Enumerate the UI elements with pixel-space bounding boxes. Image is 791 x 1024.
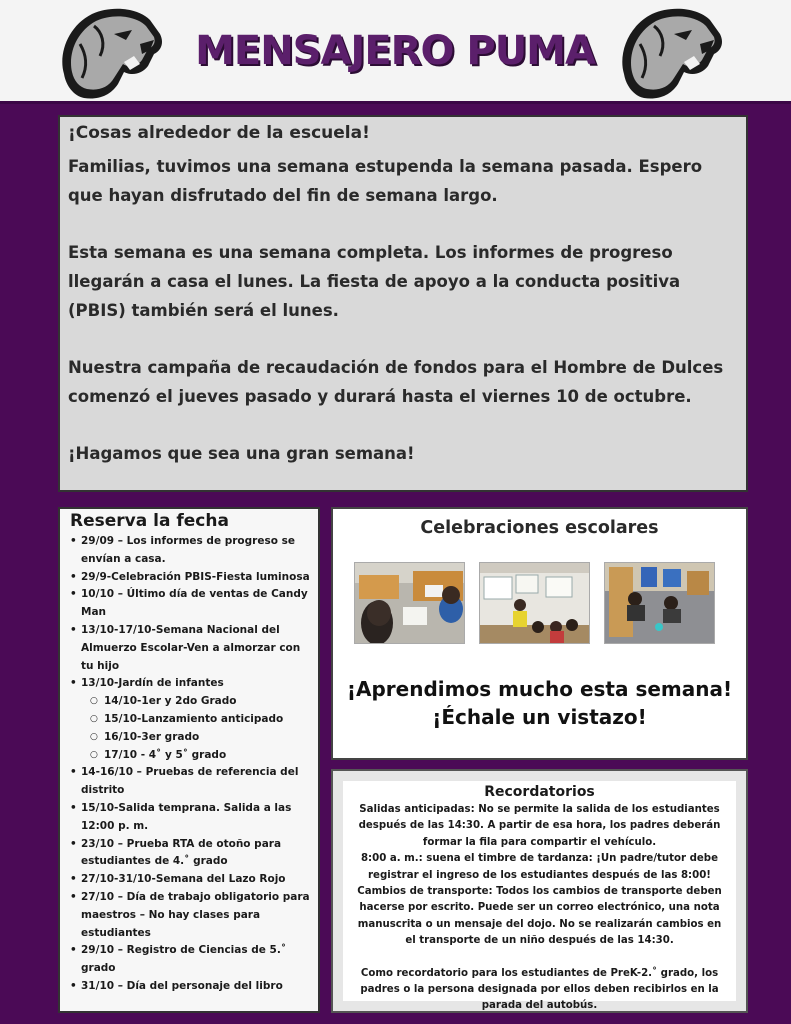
date-list: [70, 533, 310, 996]
classroom-photo: [479, 562, 590, 644]
reminders-panel: [331, 769, 748, 1013]
celebrations-title: Celebraciones escolares: [420, 518, 659, 538]
date-item: • 15/10-Salida temprana. Salida a las 12:00 p. m.: [70, 800, 310, 836]
school-news-heading: ¡Cosas alrededor de la escuela!: [68, 123, 370, 143]
reminder-tardy-bell: 8:00 a. m.: suena el timbre de tardanza: ¡Un padre/tutor debe registrar el ingreso de los estudiantes después de las 8:00!: [360, 853, 719, 881]
date-item: • 29/9-Celebración PBIS-Fiesta luminosa: [70, 569, 310, 587]
reminders-content: [343, 781, 736, 1012]
date-item: • 13/10-Jardín de infantes: [70, 675, 310, 693]
date-item: • 10/10 – Último día de ventas de Candy Man: [70, 586, 310, 622]
date-item: • 27/10 – Día de trabajo obligatorio para maestros – No hay clases para estudiantes: [70, 889, 310, 942]
classroom-photo: [604, 562, 715, 644]
save-the-date-title: Reserva la fecha: [70, 511, 229, 531]
puma-head-icon: [614, 4, 726, 102]
news-paragraph: Esta semana es una semana completa. Los informes de progreso llegarán a casa el lunes. La fiesta de apoyo a la conducta positiva (PBIS) también será el lunes.: [68, 243, 681, 320]
save-the-date-panel: [58, 507, 320, 1013]
date-item: • 27/10-31/10-Semana del Lazo Rojo: [70, 871, 310, 889]
date-subitem: ○ 14/10-1er y 2do Grado: [70, 693, 310, 711]
news-closing: ¡Hagamos que sea una gran semana!: [68, 444, 415, 463]
reminder-early-dismissal: Salidas anticipadas: No se permite la salida de los estudiantes después de las 14:30. A partir de esa hora, los padres deberán formar la fila para compartir el vehículo.: [358, 804, 721, 848]
reminders-title: Recordatorios: [484, 784, 595, 800]
date-subitem: ○ 16/10-3er grado: [70, 729, 310, 747]
newsletter-title: MENSAJERO PUMA: [195, 28, 595, 74]
date-item: • 23/10 – Prueba RTA de otoño para estudiantes de 4.˚ grado: [70, 836, 310, 872]
newsletter-header: [0, 0, 791, 104]
news-paragraph: Familias, tuvimos una semana estupenda la semana pasada. Espero que hayan disfrutado del fin de semana largo.: [68, 157, 703, 205]
celebrations-message: [333, 675, 746, 731]
date-item: • 14-16/10 – Pruebas de referencia del distrito: [70, 764, 310, 800]
date-item: • 13/10-17/10-Semana Nacional del Almuerzo Escolar-Ven a almorzar con tu hijo: [70, 622, 310, 675]
date-item: • 31/10 – Día del personaje del libro: [70, 978, 310, 996]
reminder-bus-stop: Como recordatorio para los estudiantes de PreK-2.˚ grado, los padres o la persona designada por ellos deben recibirlos en la parada del autobús.: [360, 967, 719, 1012]
reminder-transportation: Cambios de transporte: Todos los cambios de transporte deben hacerse por escrito. Puede ser un correo electrónico, una nota manuscrita o un mensaje del dojo. No se realizarán cambios en el transporte de un niño después de las 14:30.: [357, 886, 722, 947]
classroom-photo: [354, 562, 465, 644]
date-subitem: ○ 17/10 - 4˚ y 5˚ grado: [70, 747, 310, 765]
date-item: • 29/09 – Los informes de progreso se envían a casa.: [70, 533, 310, 569]
celebrations-message-line: ¡Aprendimos mucho esta semana!: [346, 677, 733, 701]
celebrations-message-line: ¡Échale un vistazo!: [432, 705, 647, 729]
school-news-panel: [58, 115, 748, 492]
celebrations-panel: [331, 507, 748, 760]
date-item: • 29/10 – Registro de Ciencias de 5.˚ grado: [70, 942, 310, 978]
news-paragraph: Nuestra campaña de recaudación de fondos para el Hombre de Dulces comenzó el jueves pasado y durará hasta el viernes 10 de octubre.: [68, 358, 724, 406]
puma-head-icon: [54, 4, 166, 102]
date-subitem: ○ 15/10-Lanzamiento anticipado: [70, 711, 310, 729]
